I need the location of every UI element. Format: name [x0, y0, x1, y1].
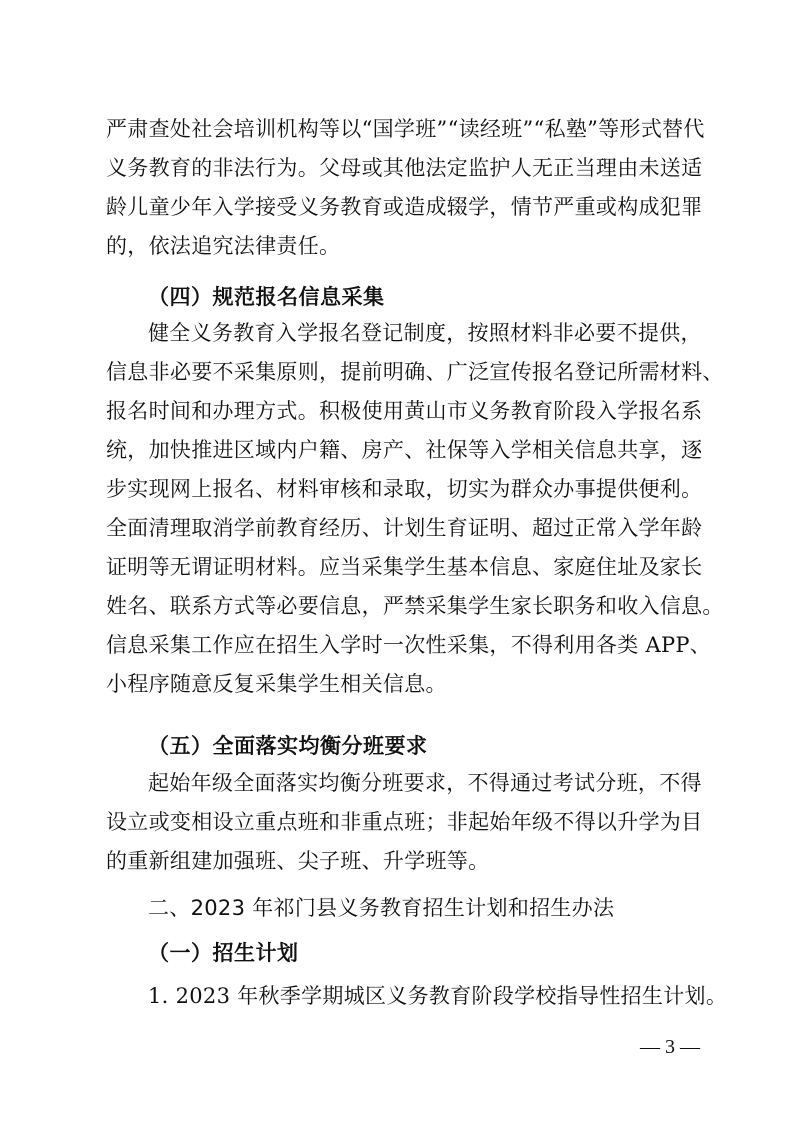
paragraph-line: 设立或变相设立重点班和非重点班；非起始年级不得以升学为目	[106, 810, 703, 834]
paragraph-line: 的重新组建加强班、尖子班、升学班等。	[106, 849, 490, 873]
section-heading-5: （五）全面落实均衡分班要求	[148, 734, 428, 758]
paragraph-line: 姓名、联系方式等必要信息，严禁采集学生家长职务和收入信息。	[106, 594, 724, 618]
paragraph-line: 步实现网上报名、材料审核和录取，切实为群众办事提供便利。	[106, 477, 703, 501]
paragraph-line: 义务教育的非法行为。父母或其他法定监护人无正当理由未送适	[106, 156, 703, 180]
paragraph-line: 全面清理取消学前教育经历、计划生育证明、超过正常入学年龄	[106, 516, 703, 540]
section-heading-4: （四）规范报名信息采集	[148, 285, 385, 309]
paragraph-line: 统，加快推进区域内户籍、房产、社保等入学相关信息共享，逐	[106, 438, 703, 462]
paragraph-line: 信息非必要不采集原则，提前明确、广泛宣传报名登记所需材料、	[106, 360, 724, 384]
paragraph-line: 龄儿童少年入学接受义务教育或造成辍学，情节严重或构成犯罪	[106, 195, 703, 219]
subsection-heading-1: （一）招生计划	[148, 941, 299, 965]
page-number: — 3 —	[640, 1036, 700, 1058]
paragraph-line: 的，依法追究法律责任。	[106, 234, 341, 258]
paragraph-line: 报名时间和办理方式。积极使用黄山市义务教育阶段入学报名系	[106, 399, 703, 423]
paragraph-line: 健全义务教育入学报名登记制度，按照材料非必要不提供，	[148, 321, 702, 345]
paragraph-line: 起始年级全面落实均衡分班要求，不得通过考试分班，不得	[148, 771, 702, 795]
paragraph-line: 信息采集工作应在招生入学时一次性采集，不得利用各类 APP、	[106, 633, 712, 657]
paragraph-line: 严肃查处社会培训机构等以“国学班”“读经班”“私塾”等形式替代	[106, 117, 705, 141]
section-title-2: 二、2023 年祁门县义务教育招生计划和招生办法	[148, 896, 615, 920]
paragraph-line: 1. 2023 年秋季学期城区义务教育阶段学校指导性招生计划。	[148, 984, 728, 1008]
paragraph-line: 证明等无谓证明材料。应当采集学生基本信息、家庭住址及家长	[106, 555, 703, 579]
paragraph-line: 小程序随意反复采集学生相关信息。	[106, 672, 447, 696]
